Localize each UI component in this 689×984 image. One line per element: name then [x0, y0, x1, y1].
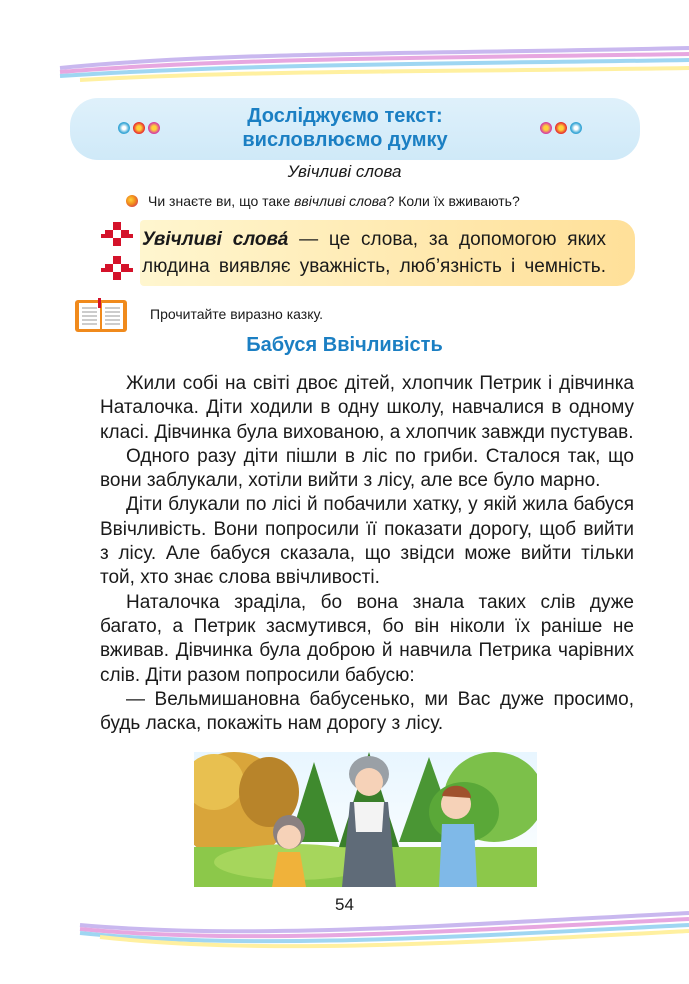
tale-paragraph: Наталочка зраділа, бо вона знала таких слів дуже багато, а Петрик засмутився, бо він ніколи їх раніше не вживав. Дівчинка була доброю й навчила Петрика чарівних слів. Діти разом попросили бабусю: — [100, 591, 634, 686]
forest-illustration — [194, 752, 537, 887]
open-book-icon — [74, 298, 128, 334]
bottom-rainbow-swoosh — [0, 905, 689, 975]
section-subtitle: Увічливі слова — [287, 162, 402, 181]
question-prefix: Чи знаєте ви, що таке — [148, 193, 295, 209]
instruction-text: Прочитайте виразно казку. — [150, 306, 323, 322]
page-title-line-2: висловлюємо думку — [242, 129, 448, 151]
page-title-line-1: Досліджуємо текст: — [247, 105, 443, 127]
question-text — [148, 193, 520, 209]
flower-bullet-icon — [126, 195, 138, 207]
tale-paragraph: — Вельмишановна бабусенько, ми Вас дуже просимо, будь ласка, покажіть нам дорогу з лісу. — [100, 688, 634, 735]
left-flower-ornament-icon — [118, 122, 160, 134]
tale-paragraph: Жили собі на світі двоє дітей, хлопчик Петрик і дівчинка Наталочка. Діти ходили в одну школу, навчалися в одному класі. Дівчинка була вихованою, а хлопчик завжди пустував. — [100, 373, 634, 443]
tale-title: Бабуся Ввічливість — [246, 334, 443, 356]
tale-paragraph: Одного разу діти пішли в ліс по гриби. Сталося так, що вони заблукали, хотіли вийти з лісу, але все було марно. — [100, 445, 634, 492]
top-rainbow-swoosh — [0, 40, 689, 100]
definition-text — [142, 226, 606, 280]
definition-body: — це слова, за допомогою яких людина виявляє уважність, люб’язність і чемність. — [142, 229, 606, 277]
page-number: 54 — [335, 895, 354, 914]
right-flower-ornament-icon — [540, 122, 582, 134]
tale-paragraph: Діти блукали по лісі й побачили хатку, у якій жила бабуся Ввічливість. Вони попросили її показати дорогу, щоб вийти з лісу. Але бабуся сказала, що звідси може вийти тільки той, хто знає слова ввічливості. — [100, 494, 634, 589]
definition-term: Увічливі слова́ — [142, 229, 289, 250]
question-suffix: ? Коли їх вживають? — [386, 193, 520, 209]
page-title — [180, 104, 510, 152]
embroidery-ornament-icon — [100, 220, 134, 286]
tale-text — [100, 372, 634, 736]
question-emphasis: ввічливі слова — [294, 193, 387, 209]
